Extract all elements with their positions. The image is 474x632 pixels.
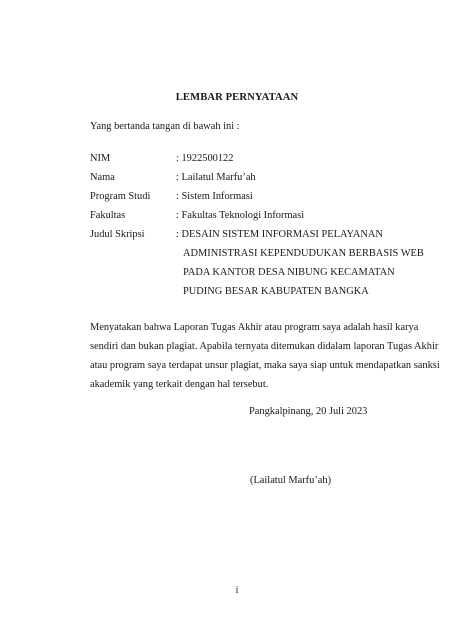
field-program-studi	[90, 191, 430, 207]
document-title: LEMBAR PERNYATAAN	[175, 92, 299, 103]
field-judul-skripsi-value-line4: PUDING BESAR KABUPATEN BANGKA	[183, 286, 369, 297]
field-nim-value: : 1922500122	[176, 153, 234, 164]
field-nim-label: NIM	[90, 153, 111, 164]
page-number: i	[235, 585, 239, 596]
field-fakultas-label: Fakultas	[90, 210, 126, 221]
statement-line: atau program saya terdapat unsur plagiat, maka saya siap untuk mendapatkan sanksi	[90, 360, 440, 371]
field-fakultas	[90, 210, 430, 226]
field-fakultas-value: : Fakultas Teknologi Informasi	[176, 210, 305, 221]
field-program-studi-label: Program Studi	[90, 191, 151, 202]
field-nama-value: : Lailatul Marfu’ah	[176, 172, 256, 183]
place-date: Pangkalpinang, 20 Juli 2023	[249, 406, 368, 417]
statement-line: sendiri dan bukan plagiat. Apabila ternyata ditemukan didalam laporan Tugas Akhir	[90, 341, 439, 352]
field-nama	[90, 172, 430, 188]
field-judul-skripsi-value-line3: PADA KANTOR DESA NIBUNG KECAMATAN	[183, 267, 395, 278]
statement-line: Menyatakan bahwa Laporan Tugas Akhir atau program saya adalah hasil karya	[90, 322, 419, 333]
field-judul-skripsi	[90, 229, 430, 245]
intro-text: Yang bertanda tangan di bawah ini :	[90, 121, 240, 132]
field-program-studi-value: : Sistem Informasi	[176, 191, 253, 202]
signer-name: (Lailatul Marfu’ah)	[250, 475, 332, 486]
field-judul-skripsi-label: Judul Skripsi	[90, 229, 145, 240]
field-nim	[90, 153, 430, 169]
field-judul-skripsi-value-line1: : DESAIN SISTEM INFORMASI PELAYANAN	[176, 229, 383, 240]
field-nama-label: Nama	[90, 172, 115, 183]
statement-line: akademik yang terkait dengan hal tersebut.	[90, 379, 269, 390]
field-judul-skripsi-value-line2: ADMINISTRASI KEPENDUDUKAN BERBASIS WEB	[183, 248, 424, 259]
